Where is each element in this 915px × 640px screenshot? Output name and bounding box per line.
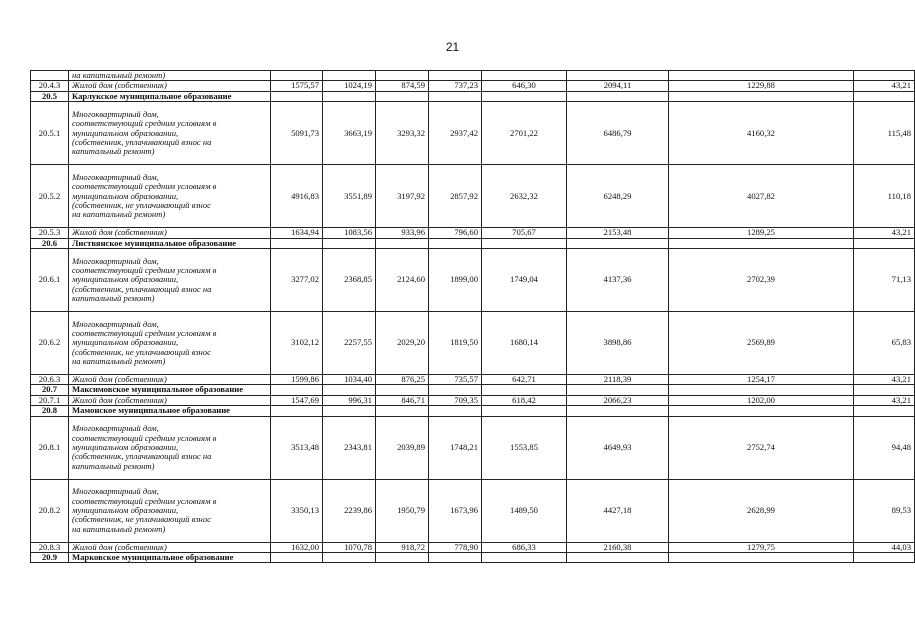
description-line: капитальный ремонт) [72, 146, 155, 157]
row-code: 20.8.2 [31, 479, 69, 542]
value-cell: 94,48 [854, 416, 915, 479]
empty-cell [482, 385, 567, 395]
empty-cell [567, 553, 669, 563]
value-cell: 4916,83 [271, 165, 323, 228]
description-line: соответствующий средним условиям в [72, 118, 217, 129]
table-row [31, 102, 915, 165]
empty-cell [482, 553, 567, 563]
value-cell: 3513,48 [271, 416, 323, 479]
value-cell: 1553,85 [482, 416, 567, 479]
value-cell: 3293,32 [376, 102, 429, 165]
value-cell: 686,33 [482, 542, 567, 552]
value-cell: 2857,92 [429, 165, 482, 228]
value-cell: 2124,60 [376, 249, 429, 312]
value-cell [669, 71, 854, 81]
row-code: 20.8.1 [31, 416, 69, 479]
value-cell: 2239,86 [323, 479, 376, 542]
value-cell: 3197,92 [376, 165, 429, 228]
table-body [31, 71, 915, 563]
value-cell [376, 71, 429, 81]
row-code: 20.6.2 [31, 312, 69, 375]
value-cell: 43,21 [854, 228, 915, 238]
row-description [69, 416, 271, 479]
empty-cell [669, 385, 854, 395]
description-line: (собственник, не уплачивающий взнос [72, 199, 211, 210]
value-cell [854, 71, 915, 81]
section-title: Мамонское муниципальное образование [69, 406, 271, 416]
empty-cell [429, 238, 482, 248]
value-cell: 918,72 [376, 542, 429, 552]
value-cell: 6486,79 [567, 102, 669, 165]
value-cell: 1950,79 [376, 479, 429, 542]
section-title: Листвянское муниципальное образование [69, 238, 271, 248]
section-code: 20.5 [31, 91, 69, 101]
description-line: муниципальном образовании, [72, 504, 179, 515]
empty-cell [429, 553, 482, 563]
empty-cell [429, 385, 482, 395]
value-cell: 2632,32 [482, 165, 567, 228]
value-cell: 4027,82 [669, 165, 854, 228]
value-cell: 71,13 [854, 249, 915, 312]
empty-cell [271, 91, 323, 101]
empty-cell [669, 238, 854, 248]
description-line: муниципальном образовании, [72, 274, 179, 285]
value-cell: 1279,75 [669, 542, 854, 552]
value-cell: 2039,89 [376, 416, 429, 479]
value-cell: 2701,22 [482, 102, 567, 165]
empty-cell [482, 91, 567, 101]
value-cell: 705,67 [482, 228, 567, 238]
empty-cell [482, 406, 567, 416]
value-cell: 1489,50 [482, 479, 567, 542]
value-cell: 5091,73 [271, 102, 323, 165]
value-cell: 2937,42 [429, 102, 482, 165]
value-cell: 642,71 [482, 375, 567, 385]
description-line: соответствующий средним условиям в [72, 264, 217, 275]
section-row [31, 385, 915, 395]
description-line: Многоквартирный дом, [72, 318, 159, 329]
description-line: Жилой дом (собственник) [72, 394, 167, 405]
section-code: 20.8 [31, 406, 69, 416]
value-cell: 4649,93 [567, 416, 669, 479]
empty-cell [482, 238, 567, 248]
row-description [69, 312, 271, 375]
description-line: Многоквартирный дом, [72, 108, 159, 119]
description-line: соответствующий средним условиям в [72, 432, 217, 443]
value-cell: 2368,85 [323, 249, 376, 312]
value-cell: 3551,89 [323, 165, 376, 228]
section-row [31, 238, 915, 248]
value-cell [271, 71, 323, 81]
page-number: 21 [445, 40, 460, 54]
value-cell: 110,18 [854, 165, 915, 228]
empty-cell [323, 238, 376, 248]
value-cell: 1575,57 [271, 81, 323, 91]
value-cell: 1749,04 [482, 249, 567, 312]
value-cell: 3350,13 [271, 479, 323, 542]
description-line: муниципальном образовании, [72, 190, 179, 201]
empty-cell [323, 553, 376, 563]
value-cell: 1673,96 [429, 479, 482, 542]
empty-cell [376, 553, 429, 563]
value-cell: 1070,78 [323, 542, 376, 552]
table-row [31, 395, 915, 405]
description-line: соответствующий средним условиям в [72, 181, 217, 192]
row-code: 20.7.1 [31, 395, 69, 405]
value-cell: 1632,00 [271, 542, 323, 552]
empty-cell [376, 385, 429, 395]
empty-cell [323, 406, 376, 416]
value-cell [323, 71, 376, 81]
row-description [69, 375, 271, 385]
value-cell: 1289,25 [669, 228, 854, 238]
description-line: Многоквартирный дом, [72, 255, 159, 266]
value-cell: 1899,00 [429, 249, 482, 312]
empty-cell [854, 238, 915, 248]
value-cell: 3277,02 [271, 249, 323, 312]
value-cell: 2702,39 [669, 249, 854, 312]
value-cell: 1599,86 [271, 375, 323, 385]
value-cell: 2343,81 [323, 416, 376, 479]
value-cell: 43,21 [854, 81, 915, 91]
value-cell: 89,53 [854, 479, 915, 542]
value-cell: 876,25 [376, 375, 429, 385]
section-code: 20.9 [31, 553, 69, 563]
row-description [69, 228, 271, 238]
empty-cell [854, 406, 915, 416]
empty-cell [567, 406, 669, 416]
row-code: 20.5.2 [31, 165, 69, 228]
empty-cell [854, 385, 915, 395]
value-cell: 796,60 [429, 228, 482, 238]
empty-cell [271, 406, 323, 416]
value-cell: 2752,74 [669, 416, 854, 479]
empty-cell [567, 385, 669, 395]
table-row [31, 542, 915, 552]
table-row [31, 375, 915, 385]
description-line: муниципальном образовании, [72, 441, 179, 452]
description-line: Жилой дом (собственник) [72, 541, 167, 552]
description-line: на капитальный ремонт) [72, 70, 166, 80]
empty-cell [567, 238, 669, 248]
section-title: Марковское муниципальное образование [69, 553, 271, 563]
value-cell: 43,21 [854, 395, 915, 405]
value-cell: 2029,20 [376, 312, 429, 375]
value-cell: 3102,12 [271, 312, 323, 375]
row-description [69, 71, 271, 81]
value-cell: 2160,38 [567, 542, 669, 552]
description-line: (собственник, уплачивающий взнос на [72, 283, 212, 294]
section-row [31, 406, 915, 416]
section-title: Максимовское муниципальное образование [69, 385, 271, 395]
empty-cell [669, 553, 854, 563]
empty-cell [854, 553, 915, 563]
value-cell: 1024,19 [323, 81, 376, 91]
value-cell: 3663,19 [323, 102, 376, 165]
value-cell: 43,21 [854, 375, 915, 385]
description-line: капитальный ремонт) [72, 293, 155, 304]
section-row [31, 553, 915, 563]
row-description [69, 165, 271, 228]
value-cell: 1083,56 [323, 228, 376, 238]
empty-cell [669, 406, 854, 416]
value-cell: 1680,14 [482, 312, 567, 375]
value-cell: 737,23 [429, 81, 482, 91]
row-description [69, 102, 271, 165]
value-cell: 1254,17 [669, 375, 854, 385]
empty-cell [271, 553, 323, 563]
value-cell: 1819,50 [429, 312, 482, 375]
value-cell: 618,42 [482, 395, 567, 405]
description-line: (собственник, не уплачивающий взнос [72, 514, 211, 525]
value-cell: 2569,89 [669, 312, 854, 375]
section-code: 20.6 [31, 238, 69, 248]
value-cell: 1229,88 [669, 81, 854, 91]
description-line: Многоквартирный дом, [72, 486, 159, 497]
empty-cell [376, 238, 429, 248]
value-cell [567, 71, 669, 81]
empty-cell [429, 91, 482, 101]
description-line: Жилой дом (собственник) [72, 80, 167, 91]
description-line: на капитальный ремонт) [72, 523, 166, 534]
table-row [31, 81, 915, 91]
empty-cell [429, 406, 482, 416]
empty-cell [323, 91, 376, 101]
value-cell: 2094,11 [567, 81, 669, 91]
value-cell: 1034,40 [323, 375, 376, 385]
description-line: соответствующий средним условиям в [72, 327, 217, 338]
description-line: (собственник, не уплачивающий взнос [72, 346, 211, 357]
value-cell: 1748,21 [429, 416, 482, 479]
description-line: (собственник, уплачивающий взнос на [72, 136, 212, 147]
description-line: Многоквартирный дом, [72, 423, 159, 434]
row-code: 20.6.3 [31, 375, 69, 385]
row-code: 20.6.1 [31, 249, 69, 312]
value-cell [429, 71, 482, 81]
row-description [69, 542, 271, 552]
row-description [69, 395, 271, 405]
value-cell: 2257,55 [323, 312, 376, 375]
row-code: 20.8.3 [31, 542, 69, 552]
value-cell: 44,03 [854, 542, 915, 552]
empty-cell [669, 91, 854, 101]
empty-cell [323, 385, 376, 395]
continuation-row [31, 71, 915, 81]
empty-cell [376, 406, 429, 416]
value-cell: 778,90 [429, 542, 482, 552]
description-line: соответствующий средним условиям в [72, 495, 217, 506]
row-description [69, 479, 271, 542]
value-cell: 4427,18 [567, 479, 669, 542]
value-cell: 874,59 [376, 81, 429, 91]
empty-cell [854, 91, 915, 101]
value-cell: 1547,69 [271, 395, 323, 405]
description-line: Жилой дом (собственник) [72, 374, 167, 385]
table-row [31, 165, 915, 228]
table-row [31, 228, 915, 238]
description-line: Многоквартирный дом, [72, 171, 159, 182]
value-cell: 646,30 [482, 81, 567, 91]
value-cell: 2066,23 [567, 395, 669, 405]
row-code: 20.4.3 [31, 81, 69, 91]
value-cell: 709,35 [429, 395, 482, 405]
value-cell: 735,57 [429, 375, 482, 385]
empty-cell [567, 91, 669, 101]
row-description [69, 249, 271, 312]
section-row [31, 91, 915, 101]
tariff-table [30, 70, 915, 563]
value-cell: 4160,32 [669, 102, 854, 165]
description-line: на капитальный ремонт) [72, 356, 166, 367]
value-cell: 2118,39 [567, 375, 669, 385]
empty-cell [271, 238, 323, 248]
value-cell: 4137,36 [567, 249, 669, 312]
row-code [31, 71, 69, 81]
description-line: капитальный ремонт) [72, 460, 155, 471]
value-cell: 996,31 [323, 395, 376, 405]
description-line: муниципальном образовании, [72, 127, 179, 138]
value-cell: 933,96 [376, 228, 429, 238]
value-cell: 2628,99 [669, 479, 854, 542]
description-line: (собственник, уплачивающий взнос на [72, 451, 212, 462]
section-code: 20.7 [31, 385, 69, 395]
value-cell: 65,83 [854, 312, 915, 375]
value-cell: 1202,00 [669, 395, 854, 405]
row-code: 20.5.3 [31, 228, 69, 238]
value-cell [482, 71, 567, 81]
value-cell: 2153,48 [567, 228, 669, 238]
empty-cell [271, 385, 323, 395]
value-cell: 115,48 [854, 102, 915, 165]
table-row [31, 312, 915, 375]
description-line: на капитальный ремонт) [72, 209, 166, 220]
section-title: Карлукское муниципальное образование [69, 91, 271, 101]
empty-cell [376, 91, 429, 101]
value-cell: 6248,29 [567, 165, 669, 228]
description-line: муниципальном образовании, [72, 337, 179, 348]
table-row [31, 479, 915, 542]
description-line: Жилой дом (собственник) [72, 227, 167, 238]
value-cell: 3898,86 [567, 312, 669, 375]
value-cell: 1634,94 [271, 228, 323, 238]
table-row [31, 249, 915, 312]
value-cell: 846,71 [376, 395, 429, 405]
row-description [69, 81, 271, 91]
row-code: 20.5.1 [31, 102, 69, 165]
table-row [31, 416, 915, 479]
